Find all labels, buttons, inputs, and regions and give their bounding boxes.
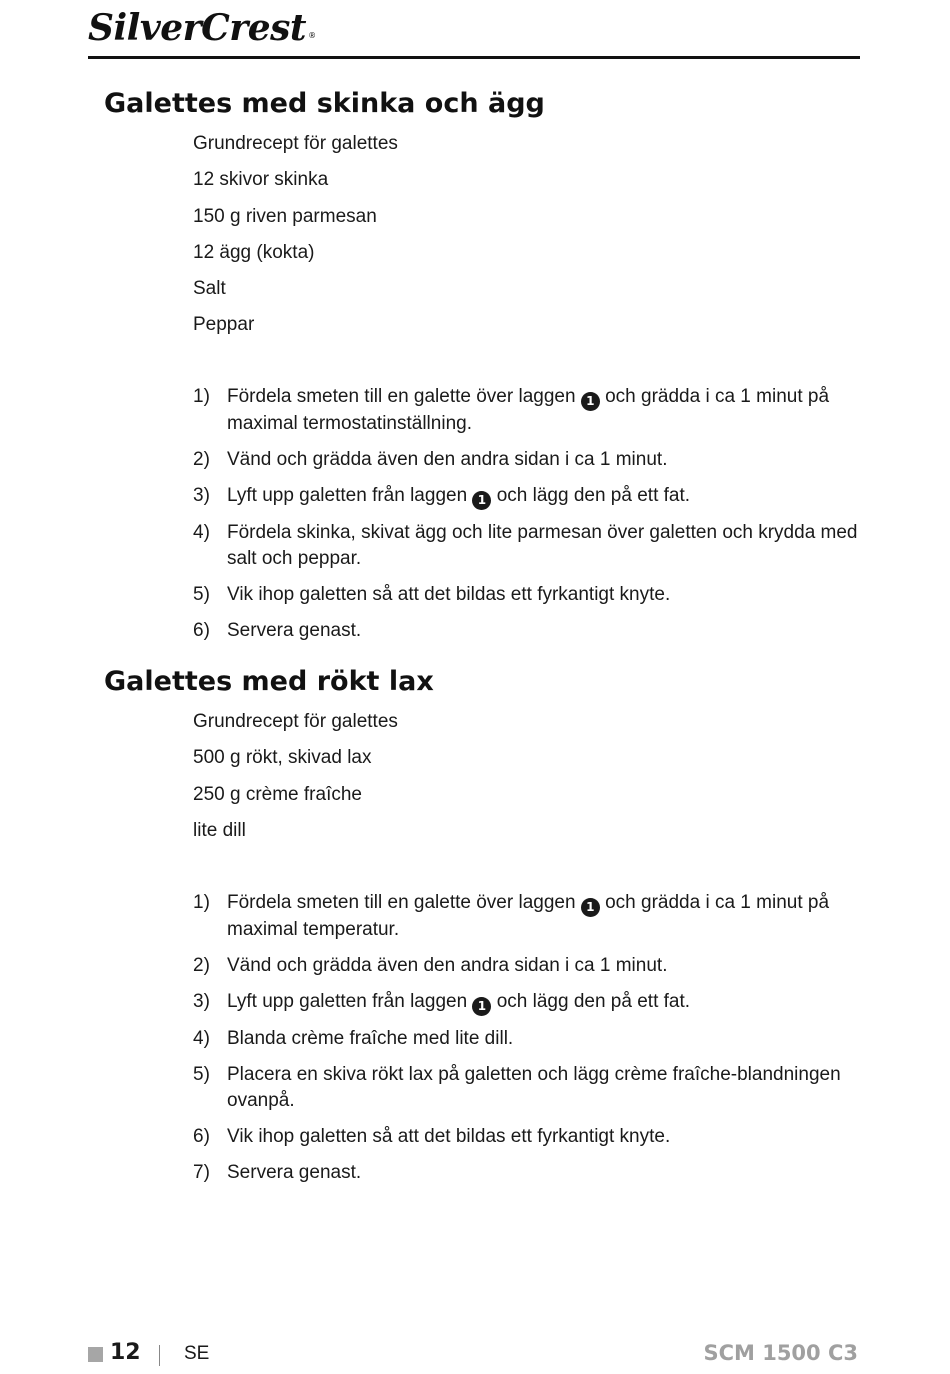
page-number: 12	[110, 1340, 141, 1365]
step-item	[193, 1062, 858, 1114]
step-item	[193, 1124, 858, 1150]
ingredient-item: 12 skivor skinka	[193, 169, 329, 191]
step-text: Fördela smeten till en galette över laggen	[227, 892, 576, 913]
section-title: Galettes med skinka och ägg	[104, 88, 545, 119]
step-item	[193, 520, 858, 572]
step-list	[193, 890, 858, 1196]
step-text: Servera genast.	[227, 620, 362, 641]
step-list	[193, 384, 858, 654]
step-item	[193, 384, 858, 437]
step-text-continued: och grädda i ca 1 minut på maximal termostatinställning.	[227, 386, 830, 434]
brand-logo	[88, 6, 316, 50]
step-item	[193, 890, 858, 943]
step-item	[193, 1160, 858, 1186]
step-item	[193, 953, 858, 979]
ingredient-list	[193, 134, 398, 352]
ingredient-item: 250 g crème fraîche	[193, 783, 362, 805]
step-text: Vik ihop galetten så att det bildas ett fyrkantigt knyte.	[227, 1126, 671, 1147]
step-text: Vik ihop galetten så att det bildas ett fyrkantigt knyte.	[227, 584, 671, 605]
ingredient-item: 500 g rökt, skivad lax	[193, 747, 372, 769]
model-number: SCM 1500 C3	[703, 1341, 858, 1365]
step-item	[193, 582, 858, 608]
step-text-continued: och lägg den på ett fat.	[496, 485, 691, 506]
ingredient-item: 12 ägg (kokta)	[193, 241, 315, 263]
step-text: Placera en skiva rökt lax på galetten och lägg crème fraîche-blandningen ovanpå.	[227, 1064, 841, 1111]
step-text: Lyft upp galetten från laggen	[227, 991, 468, 1012]
step-text: Vänd och grädda även den andra sidan i ca 1 minut.	[227, 955, 668, 976]
step-number: 1)	[193, 386, 210, 407]
footer-square-icon	[88, 1347, 103, 1362]
step-number: 2)	[193, 449, 210, 470]
step-text: Lyft upp galetten från laggen	[227, 485, 468, 506]
step-number: 5)	[193, 584, 210, 605]
step-number: 6)	[193, 1126, 210, 1147]
step-number: 6)	[193, 620, 210, 641]
step-number: 2)	[193, 955, 210, 976]
step-text: Servera genast.	[227, 1162, 362, 1183]
section-title: Galettes med rökt lax	[104, 666, 434, 697]
ingredient-item: lite dill	[193, 819, 246, 841]
step-text: Fördela smeten till en galette över laggen	[227, 386, 576, 407]
language-code: SE	[184, 1343, 210, 1364]
step-item	[193, 1026, 858, 1052]
step-text-continued: och grädda i ca 1 minut på maximal temperatur.	[227, 892, 830, 940]
part-number-badge-icon: 1	[472, 997, 491, 1016]
step-number: 4)	[193, 1028, 210, 1049]
footer-separator	[159, 1345, 160, 1366]
step-number: 5)	[193, 1064, 210, 1085]
ingredient-item: Grundrecept för galettes	[193, 133, 398, 154]
step-number: 4)	[193, 522, 210, 543]
step-number: 7)	[193, 1162, 210, 1183]
step-number: 1)	[193, 892, 210, 913]
brand-name: SilverCrest	[88, 7, 307, 49]
step-number: 3)	[193, 991, 210, 1012]
step-item	[193, 989, 858, 1016]
part-number-badge-icon: 1	[581, 392, 600, 411]
step-text: Fördela skinka, skivat ägg och lite parmesan över galetten och krydda med salt och peppar.	[227, 522, 858, 569]
ingredient-item: Grundrecept för galettes	[193, 711, 398, 732]
step-number: 3)	[193, 485, 210, 506]
part-number-badge-icon: 1	[581, 898, 600, 917]
step-item	[193, 483, 858, 510]
page-footer	[0, 1340, 950, 1370]
ingredient-item: 150 g riven parmesan	[193, 205, 377, 227]
ingredient-item: Salt	[193, 278, 226, 300]
step-text-continued: och lägg den på ett fat.	[496, 991, 691, 1012]
step-item	[193, 618, 858, 644]
step-item	[193, 447, 858, 473]
ingredient-item: Peppar	[193, 314, 255, 336]
registered-mark: ®	[308, 31, 316, 40]
step-text: Vänd och grädda även den andra sidan i ca 1 minut.	[227, 449, 668, 470]
header-divider	[88, 56, 860, 59]
part-number-badge-icon: 1	[472, 491, 491, 510]
ingredient-list	[193, 712, 398, 857]
step-text: Blanda crème fraîche med lite dill.	[227, 1028, 514, 1049]
